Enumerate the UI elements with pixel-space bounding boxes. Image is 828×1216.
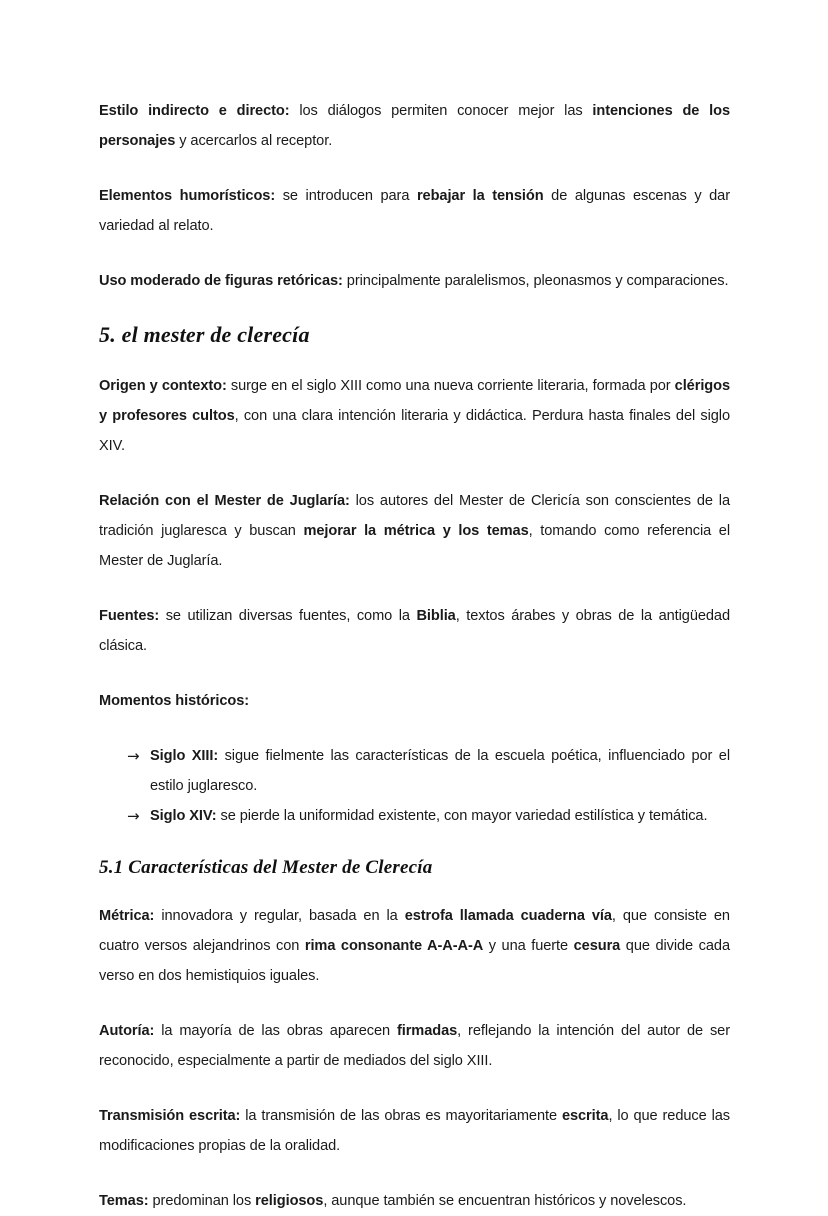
paragraph-body: la mayoría de las obras aparecen xyxy=(154,1023,397,1039)
paragraph-body: innovadora y regular, basada en la xyxy=(154,908,405,924)
paragraph-body-tail: , reflejando la intención del autor de ser reconocido, especialmente a partir de mediados del siglo XIII. xyxy=(99,1023,730,1069)
paragraph-body: los autores del Mester de Clericía son conscientes de la tradición juglaresca y buscan xyxy=(99,493,730,539)
paragraph-emphasis: religiosos xyxy=(255,1193,324,1209)
momentos-historicos-list xyxy=(99,741,730,831)
list-item xyxy=(99,801,730,831)
paragraph-emphasis: intenciones de los personajes xyxy=(99,103,730,149)
section-heading-5: 5. el mester de clerecía xyxy=(99,322,310,347)
paragraph-lead: Transmisión escrita: xyxy=(99,1108,241,1124)
paragraph-fuentes xyxy=(99,601,730,661)
paragraph-lead: Uso moderado de figuras retóricas: xyxy=(99,273,343,289)
paragraph-momentos-historicos xyxy=(99,686,730,716)
paragraph-body-2: , que consiste en cuatro versos alejandrinos con xyxy=(99,908,730,954)
paragraph-body: los diálogos permiten conocer mejor las xyxy=(289,103,593,119)
paragraph-body-tail: , aunque también se encuentran históricos y novelescos. xyxy=(323,1193,687,1209)
paragraph-body: se utilizan diversas fuentes, como la xyxy=(159,608,417,624)
paragraph-relacion-mester-juglaria xyxy=(99,486,730,576)
paragraph-lead: Elementos humorísticos: xyxy=(99,188,276,204)
paragraph-origen-contexto xyxy=(99,371,730,461)
paragraph-body-tail: , textos árabes y obras de la antigüedad clásica. xyxy=(99,608,731,654)
paragraph-body: se introducen para xyxy=(275,188,417,204)
paragraph-emphasis: firmadas xyxy=(396,1023,458,1039)
paragraph-body-tail: de algunas escenas y dar variedad al relato. xyxy=(99,188,730,234)
paragraph-transmision-escrita xyxy=(99,1101,730,1161)
paragraph-emphasis: mejorar la métrica y los temas xyxy=(303,523,529,539)
paragraph-elementos-humoristicos xyxy=(99,181,730,241)
paragraph-emphasis: escrita xyxy=(561,1108,609,1124)
paragraph-body-tail: , tomando como referencia el Mester de Juglaría. xyxy=(99,523,730,569)
paragraph-lead: Temas: xyxy=(99,1193,149,1209)
paragraph-body: la transmisión de las obras es mayoritariamente xyxy=(240,1108,562,1124)
paragraph-lead: Fuentes: xyxy=(99,608,160,624)
paragraph-lead: Relación con el Mester de Juglaría: xyxy=(99,493,350,509)
list-item-lead: Siglo XIV: xyxy=(150,808,217,824)
paragraph-lead: Métrica: xyxy=(99,908,155,924)
section-heading-5-1: 5.1 Características del Mester de Clerecía xyxy=(99,857,433,878)
paragraph-autoria xyxy=(99,1016,730,1076)
paragraph-body-3: y una fuerte xyxy=(483,938,574,954)
paragraph-body: surge en el siglo XIII como una nueva corriente literaria, formada por xyxy=(226,378,675,394)
paragraph-body-tail: , lo que reduce las modificaciones propias de la oralidad. xyxy=(99,1108,730,1154)
paragraph-body-tail: , con una clara intención literaria y didáctica. Perdura hasta finales del siglo XIV. xyxy=(99,408,730,454)
paragraph-lead: Momentos históricos: xyxy=(99,693,250,709)
list-item-body: se pierde la uniformidad existente, con mayor variedad estilística y temática. xyxy=(216,808,708,824)
paragraph-emphasis: rebajar la tensión xyxy=(416,188,544,204)
list-item-lead: Siglo XIII: xyxy=(150,748,219,764)
list-item-body: sigue fielmente las características de la escuela poética, influenciado por el estilo juglaresco. xyxy=(150,748,731,794)
paragraph-emphasis: clérigos y profesores cultos xyxy=(99,378,730,424)
document-content xyxy=(99,96,730,1216)
paragraph-body-tail: que divide cada verso en dos hemistiquios iguales. xyxy=(99,938,730,984)
paragraph-emphasis: Biblia xyxy=(416,608,456,624)
paragraph-lead: Origen y contexto: xyxy=(99,378,227,394)
paragraph-body: predominan los xyxy=(148,1193,256,1209)
paragraph-uso-moderado-figuras xyxy=(99,266,730,296)
arrow-right-icon: → xyxy=(127,807,140,825)
paragraph-metrica xyxy=(99,901,730,991)
paragraph-emphasis: estrofa llamada cuaderna vía xyxy=(404,908,612,924)
paragraph-body: principalmente paralelismos, pleonasmos y comparaciones. xyxy=(342,273,729,289)
paragraph-lead: Estilo indirecto e directo: xyxy=(99,103,290,119)
paragraph-temas xyxy=(99,1186,730,1216)
paragraph-emphasis-2: rima consonante A-A-A-A xyxy=(304,938,484,954)
paragraph-emphasis-3: cesura xyxy=(573,938,621,954)
arrow-right-icon: → xyxy=(127,747,140,765)
paragraph-lead: Autoría: xyxy=(99,1023,155,1039)
paragraph-body-tail: y acercarlos al receptor. xyxy=(175,133,333,149)
paragraph-estilo-indirecto xyxy=(99,96,730,156)
list-item xyxy=(99,741,730,801)
